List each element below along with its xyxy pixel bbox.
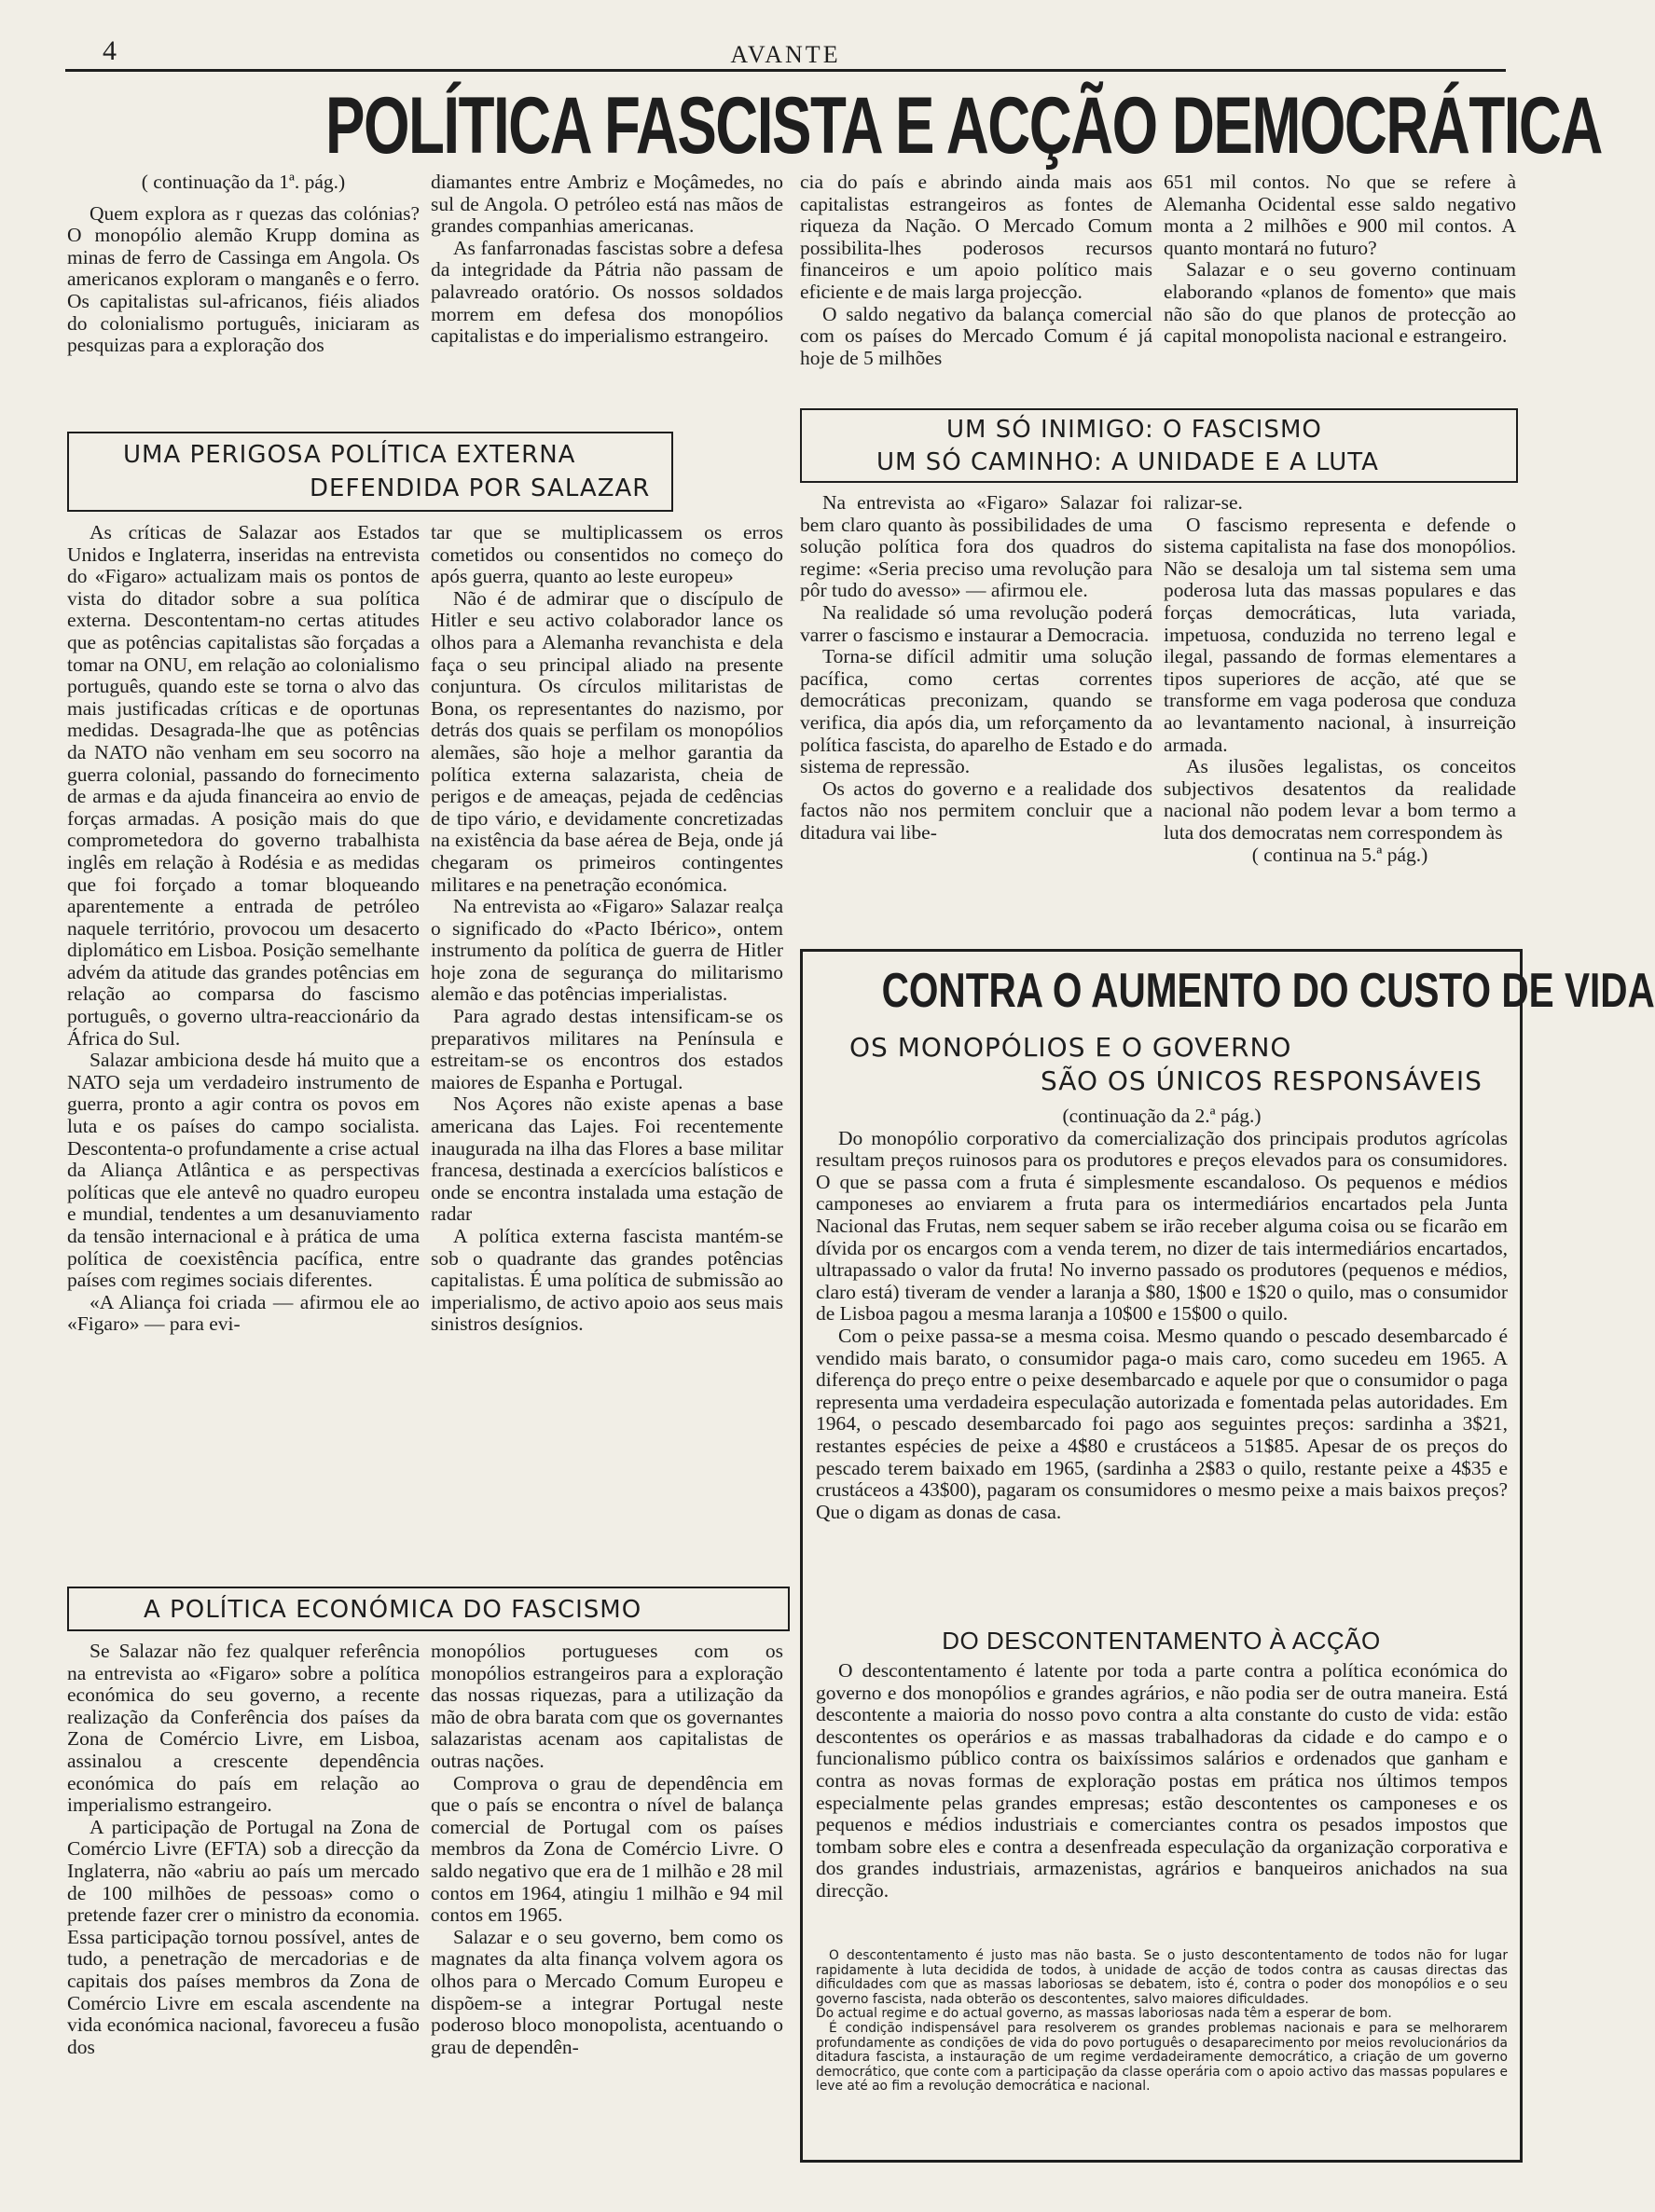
masthead-rule [65,69,1506,72]
paper-name: AVANTE [730,41,841,68]
paragraph: Na realidade só uma revolução poderá varrer o fascismo e instaurar a Democracia. [800,600,1152,646]
article4-headline: A POLÍTICA ECONÓMICA DO FASCISMO [144,1596,642,1624]
article5-section-body [816,1660,1508,1903]
continuation-note: ( continuação da 1ª. pág.) [141,171,346,193]
paragraph: Com o peixe passa-se a mesma coisa. Mesmo quando o pescado desembarcado é vendido mais barato, o consumidor paga-o mais caro, como sucedeu em 1965. A diferença do preço entre o peixe desembarcado e aquele por que o consumidor o paga representa uma verdadeira especulação autorizada e fomentada pelas autoridades. Em 1964, o pescado desembarcado foi pago aos seguintes preços: sardinha a 3$21, restantes espécies de peixe a 4$80 e crustáceos a 51$85. Apesar de os preços do pescado terem baixado em 1965, (sardinha a 2$83 o quilo, restante peixe a 4$35 e crustáceos a 43$00), pagaram os consumidores o mesmo peixe a mais baixos preços? Que o digam as donas de casa. [816,1324,1508,1523]
paragraph: Na entrevista ao «Figaro» Salazar foi bem claro quanto às possibilidades de uma solução política fora dos quadros do regime: «Seria preciso uma revolução para pôr tudo do avesso» — afirmou ele. [800,491,1152,602]
paragraph: As fanfarronadas fascistas sobre a defesa da integridade da Pátria não passam de palavreado oratório. Os nossos soldados morrem em defesa dos monopólios capitalistas e do imperialismo estrangeiro. [431,236,783,348]
cost-of-living-article [800,949,1655,2163]
continuation-note: (continuação da 2.ª pág.) [1062,1105,1262,1127]
paragraph: Comprova o grau de dependência em que o país se encontra o nível de balança comercial de Portugal com os países membros da Zona de Comércio Livre. O saldo negativo que era de 1 milhão e 28 mil contos em 1964, atingiu 1 milhão e 94 mil contos em 1965. [431,1771,783,1927]
paragraph: Se Salazar não fez qualquer referência na entrevista ao «Figaro» sobre a política económica do seu governo, a recente realização da Conferência dos países da Zona de Comércio Livre, em Lisboa, assinalou a crescente dependência económica do país em relação ao imperialismo estrangeiro. [67,1640,420,1817]
paragraph: Torna-se difícil admitir uma solução pacífica, como certas correntes democráticas preconizam, quando se verifica, dia após dia, um reforçamento da política fascista, do aparelho de Estado e do sistema de repressão. [800,645,1152,778]
article1-col4 [1164,172,1516,348]
article2-col1 [67,522,420,1336]
paragraph: monopólios portugueses com os monopólios estrangeiros para a exploração das nossas riquezas, para a utilização da mão de obra barata com que os governantes salazaristas acenam aos capitalistas de outras nações. [431,1640,783,1772]
paragraph: Na entrevista ao «Figaro» Salazar realça o significado do «Pacto Ibérico», ontem instrumento da política de guerra de Hitler hoje zona de segurança do militarismo alemão e das potências imperialistas. [431,895,783,1006]
paragraph: ralizar-se. [1164,491,1243,514]
paragraph: Do actual regime e do actual governo, as massas laboriosas nada têm a esperar de bom. [816,2006,1392,2022]
paragraph: Salazar ambiciona desde há muito que a NATO seja um verdadeiro instrumento de guerra, pronto a agir contra os povos em luta e os países do campo socialista. Descontenta-o profundamente a crise actual da Aliança Atlântica e as perspectivas políticas que ele antevê no quadro europeu e mundial, tendentes a um desanuviamento da tensão internacional e à prática de uma política de coexistência pacífica, entre países com regimes sociais diferentes. [67,1049,420,1292]
article3-col4 [1164,492,1516,866]
paragraph: Salazar e o seu governo, bem como os magnates da alta finança volvem agora os olhos para o Mercado Comum Europeu e dispõem-se a integrar Portugal neste poderoso bloco monopolista, acentuando o grau de dependên- [431,1925,783,2058]
paragraph: Não é de admirar que o discípulo de Hitler e seu activo colaborador lance os olhos para a Alemanha revanchista e dela faça o seu principal aliado na presente conjuntura. Os círculos militaristas de Bona, os representantes do nazismo, por detrás dos quais se perfilam os monopólios alemães, são hoje a melhor garantia da política externa salazarista, cheia de perigos e de ameaças, pejada de cedências de tipo vário, e devidamente concretizadas na existência da base aérea de Beja, onde já chegaram os primeiros contingentes militares e na penetração económica. [431,586,783,896]
page-number: 4 [103,35,117,66]
article5-smallprint [816,1949,1508,2095]
article3-headline-line2: UM SÓ CAMINHO: A UNIDADE E A LUTA [876,448,1379,476]
article3-headline-box [800,408,1518,483]
main-headline: POLÍTICA FASCISTA E ACÇÃO DEMOCRÁTICA [325,81,1602,171]
paragraph: O descontentamento é latente por toda a parte contra a política económica do governo e dos monopólios e grandes agrários, e não podia ser de outra maneira. Está descontente a maioria do nosso povo contra a alta constante do custo de vida: estão descontentes os operários e as massas trabalhadoras da cidade e do campo e o funcionalismo público contra os baixíssimos salários e ordenados que ganham e contra as novas formas de exploração postas em prática nos últimos tempos especialmente pelas grandes empresas; estão descontentes os camponeses e os pequenos e médios industriais e comerciantes contra os pesados impostos que tombam sobre eles e contra a desenfreada especulação da organização corporativa e dos grandes industriais, armazenistas, agrários e banqueiros anichados na sua direcção. [816,1659,1508,1902]
article2-col2 [431,522,783,1336]
paragraph: diamantes entre Ambriz e Moçâmedes, no sul de Angola. O petróleo está nas mãos de grandes companhias americanas. [431,171,783,238]
paragraph: «A Aliança foi criada — afirmou ele ao «Figaro» — para evi- [67,1290,420,1336]
article3-headline-line1: UM SÓ INIMIGO: O FASCISMO [946,416,1322,444]
paragraph: O fascismo representa e defende o sistema capitalista na fase dos monopólios. Não se desaloja um tal sistema sem uma poderosa luta das massas populares e das forças democráticas, luta variada, impetuosa, conduzida no terreno legal e ilegal, passando de formas elementares a tipos superiores de acção, até que se transforme em vaga poderosa que conduza ao levantamento nacional, à insurreição armada. [1164,513,1516,756]
paragraph: Do monopólio corporativo da comercialização dos principais produtos agrícolas resultam preços ruinosos para os produtores e preços elevados para os consumidores. O que se passa com a fruta é simplesmente escandaloso. Os pequenos e médios camponeses ao enviarem a fruta para os intermediários encartados pela Junta Nacional das Frutas, nem sequer sabem se irão receber alguma coisa ou se ficarão em dívida por os encargos com a venda terem, no dizer de tais intermediários encartados, ultrapassado o valor da fruta! No inverno passado os produtores (pequenos e médios, claro está) tiveram de vender a laranja a $80, 1$00 e 1$20 o quilo, mas o consumidor de Lisboa pagou a mesma laranja a 10$00 e 15$00 o quilo. [816,1126,1508,1326]
article4-col2 [431,1641,783,2058]
article1-col2 [431,172,783,348]
paragraph: 651 mil contos. No que se refere à Alemanha Ocidental esse saldo negativo monta a 2 milhões e 900 mil contos. A quanto montará no futuro? [1164,171,1516,259]
article5-body [816,1106,1508,1523]
article5-section-heading: DO DESCONTENTAMENTO À ACÇÃO [942,1627,1381,1655]
article2-headline-line1: UMA PERIGOSA POLÍTICA EXTERNA [123,441,576,469]
paragraph: A política externa fascista mantém-se sob o quadrante das grandes potências capitalistas. É uma política de submissão ao imperialismo, de activo apoio aos seus mais sinistros desígnios. [431,1225,783,1336]
article2-headline-box [67,432,673,512]
article2-headline-line2: DEFENDIDA POR SALAZAR [310,474,651,502]
paragraph: É condição indispensável para resolverem os grandes problemas nacionais e para se melhorarem profundamente as condições de vida do povo português o desaparecimento por meios revolucionários da ditadura fascista, a instauração de um regime verdadeiramente democrático, a criação de um governo democrático, que conte com a participação da classe operária com o apoio activo das massas populares e leve até ao fim a revolução democrática e nacional. [816,2020,1508,2095]
paragraph: Nos Açores não existe apenas a base americana das Lajes. Foi recentemente inaugurada na ilha das Flores a base militar francesa, destinada a exercícios balísticos e onde se encontra instalada uma estação de radar [431,1092,783,1226]
paragraph: tar que se multiplicassem os erros cometidos ou consentidos no começo do após guerra, quanto ao leste europeu» [431,521,783,588]
paragraph: O descontentamento é justo mas não basta. Se o justo descontentamento de todos não for lugar rapidamente à luta decidida de todos, à unidade de acção de todos contra as causas directas das dificuldades com que as massas laboriosas se debatem, isto é, contra o poder dos monopólios e o seu governo fascista, nada obterão os descontentes, salvo maiores dificuldades. [816,1948,1508,2007]
article1-col1 [67,172,420,357]
article5-subtitle-line2: SÃO OS ÚNICOS RESPONSÁVEIS [1041,1065,1483,1096]
article1-col3 [800,172,1152,369]
article4-headline-box [67,1587,790,1631]
paragraph: cia do país e abrindo ainda mais aos capitalistas estrangeiros as fontes de riqueza da Nação. O Mercado Comum possibilita-lhes poderosos recursos financeiros e um apoio político mais eficiente e de mais larga projecção. [800,171,1152,303]
article5-title: CONTRA O AUMENTO DO CUSTO DE VIDA [881,964,1655,1018]
paragraph: Os actos do governo e a realidade dos factos não nos permitem concluir que a ditadura vai libe- [800,776,1152,844]
paragraph: A participação de Portugal na Zona de Comércio Livre (EFTA) sob a direcção da Inglaterra, não «abriu ao país um mercado de 100 milhões de pessoas» como o pretende fazer crer o ministro da economia. Essa participação tornou possível, antes de tudo, a penetração de mercadorias e de capitais dos países membros da Zona de Comércio Livre em escala ascendente na vida económica nacional, favoreceu a fusão dos [67,1815,420,2058]
article5-subtitle-line1: OS MONOPÓLIOS E O GOVERNO [849,1032,1292,1063]
paragraph: Salazar e o seu governo continuam elaborando «planos de fomento» que mais não são do que planos de protecção ao capital monopolista nacional e estrangeiro. [1164,258,1516,348]
masthead [65,35,1506,73]
paragraph: Quem explora as r quezas das colónias? O monopólio alemão Krupp domina as minas de ferro de Cassinga em Angola. Os americanos exploram o manganês e o ferro. Os capitalistas sul-africanos, fiéis aliados do colonialismo português, iniciaram as pesquizas para a exploração dos [67,201,420,357]
paragraph: O saldo negativo da balança comercial com os países do Mercado Comum é já hoje de 5 milhões [800,302,1152,369]
paragraph: As ilusões legalistas, os conceitos subjectivos desatentos da realidade nacional não podem levar a bom termo a luta dos democratas nem correspondem às [1164,755,1516,844]
article3-col3 [800,492,1152,845]
article4-col1 [67,1641,420,2058]
paragraph: Para agrado destas intensificam-se os preparativos militares na Península e estreitam-se os encontros dos estados maiores de Espanha e Portugal. [431,1005,783,1093]
paragraph: As críticas de Salazar aos Estados Unidos e Inglaterra, inseridas na entrevista do «Figaro» actualizam mais os pontos de vista do ditador sobre a sua política externa. Descontentam-no certas atitudes que as potências capitalistas são forçadas a tomar na ONU, em relação ao colonialismo português, quando este se torna o alvo das mais justificadas críticas e de oportunas medidas. Desagrada-lhe que as potências da NATO não venham em seu socorro na guerra colonial, passando do fornecimento de armas e da ajuda financeira ao envio de forças armadas. A posição mais do que comprometedora do governo trabalhista inglês em relação à Rodésia e as medidas que foi forçado a tomar bloqueando aparentemente a entrada de petróleo naquele território, provocou um desacerto diplomático em Lisboa. Posição semelhante advém da atitude das grandes potências em relação ao comparsa do fascismo português, o governo ultra-reaccionário da África do Sul. [67,521,420,1050]
continuation-note: ( continua na 5.ª pág.) [1251,843,1428,866]
